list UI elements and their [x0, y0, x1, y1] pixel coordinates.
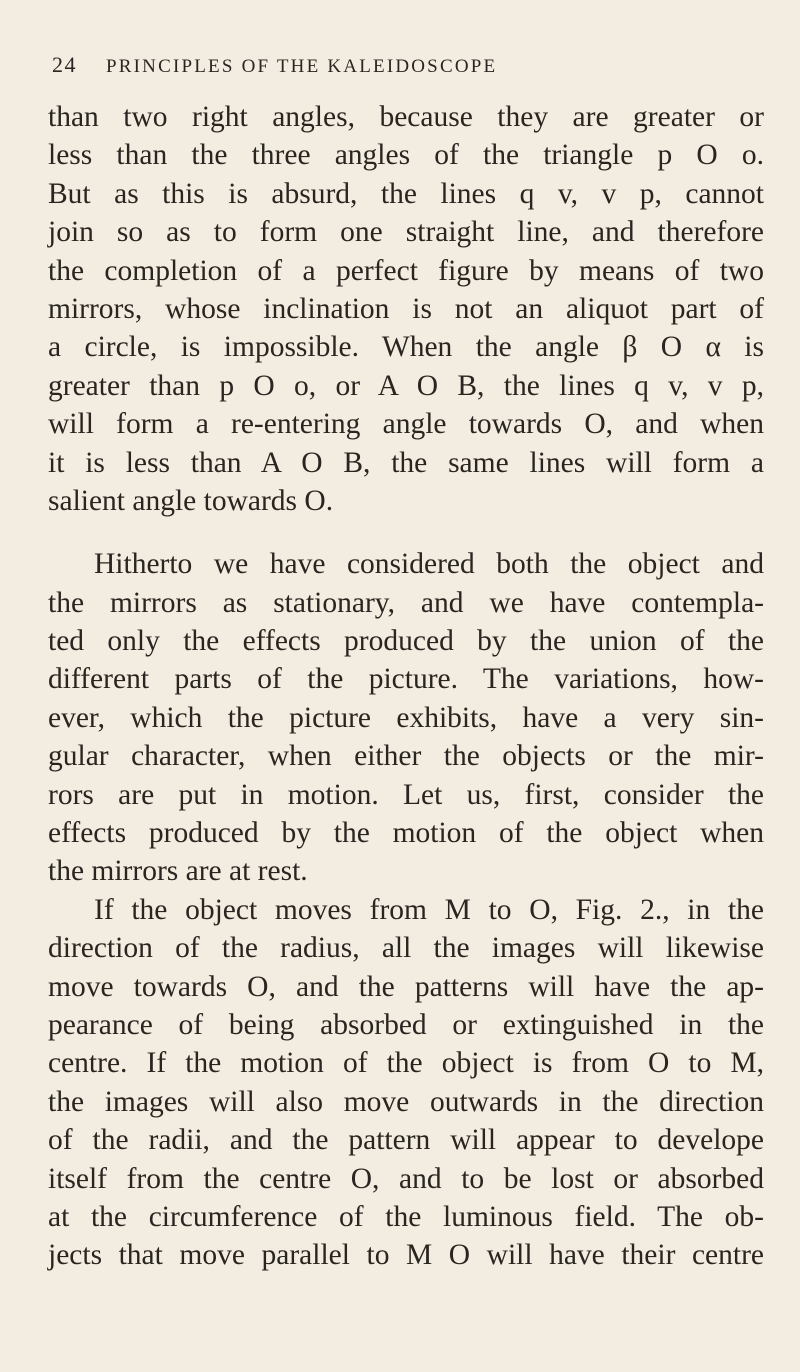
text-line: of the radii, and the pattern will appear to develope [48, 1124, 764, 1157]
page-number: 24 [52, 52, 77, 77]
paragraph-2 [48, 545, 764, 891]
text-line: jects that move parallel to M O will have their centre [48, 1239, 764, 1272]
text-line: less than the three angles of the triangle p O o. [48, 139, 764, 172]
text-line: itself from the centre O, and to be lost or absorbed [48, 1162, 764, 1195]
text-line: rors are put in motion. Let us, first, consider the [48, 778, 764, 811]
text-line: greater than p O o, or A O B, the lines q v, v p, [48, 369, 764, 402]
text-line: the completion of a perfect figure by means of two [48, 254, 764, 287]
text-line: the mirrors as stationary, and we have contempla- [48, 586, 764, 619]
paragraph-1 [48, 98, 764, 520]
text-line: gular character, when either the objects or the mir- [48, 740, 764, 773]
text-line: salient angle towards O. [48, 484, 334, 517]
text-line: it is less than A O B, the same lines will form a [48, 446, 764, 479]
text-line: the images will also move outwards in the direction [48, 1085, 764, 1118]
text-line: the mirrors are at rest. [48, 855, 308, 888]
text-line: Hitherto we have considered both the object and [94, 548, 764, 581]
text-line: effects produced by the motion of the object when [48, 817, 764, 850]
text-line: pearance of being absorbed or extinguished in the [48, 1008, 764, 1041]
text-line: will form a re-entering angle towards O, and when [48, 408, 764, 441]
text-line: than two right angles, because they are greater or [48, 101, 764, 133]
text-line: mirrors, whose inclination is not an aliquot part of [48, 292, 764, 325]
running-head [44, 52, 760, 92]
text-line: join so as to form one straight line, and therefore [48, 216, 764, 249]
text-line: ever, which the picture exhibits, have a very sin- [48, 701, 764, 734]
text-line: If the object moves from M to O, Fig. 2., in the [94, 893, 764, 926]
paragraph-gap [48, 520, 764, 545]
text-line: But as this is absurd, the lines q v, v p, cannot [48, 177, 764, 210]
text-line: direction of the radius, all the images will likewise [48, 932, 764, 965]
body-text [48, 98, 764, 1275]
text-line: different parts of the picture. The variations, how- [48, 663, 764, 696]
text-line: at the circumference of the luminous field. The ob- [48, 1200, 764, 1233]
paragraph-3 [48, 891, 764, 1275]
text-line: ted only the effects produced by the union of the [48, 625, 764, 658]
running-title: PRINCIPLES OF THE KALEIDOSCOPE [106, 56, 498, 77]
text-line: a circle, is impossible. When the angle β O α is [48, 331, 764, 364]
text-line: centre. If the motion of the object is from O to M, [48, 1047, 764, 1080]
text-line: move towards O, and the patterns will have the ap- [48, 970, 764, 1003]
